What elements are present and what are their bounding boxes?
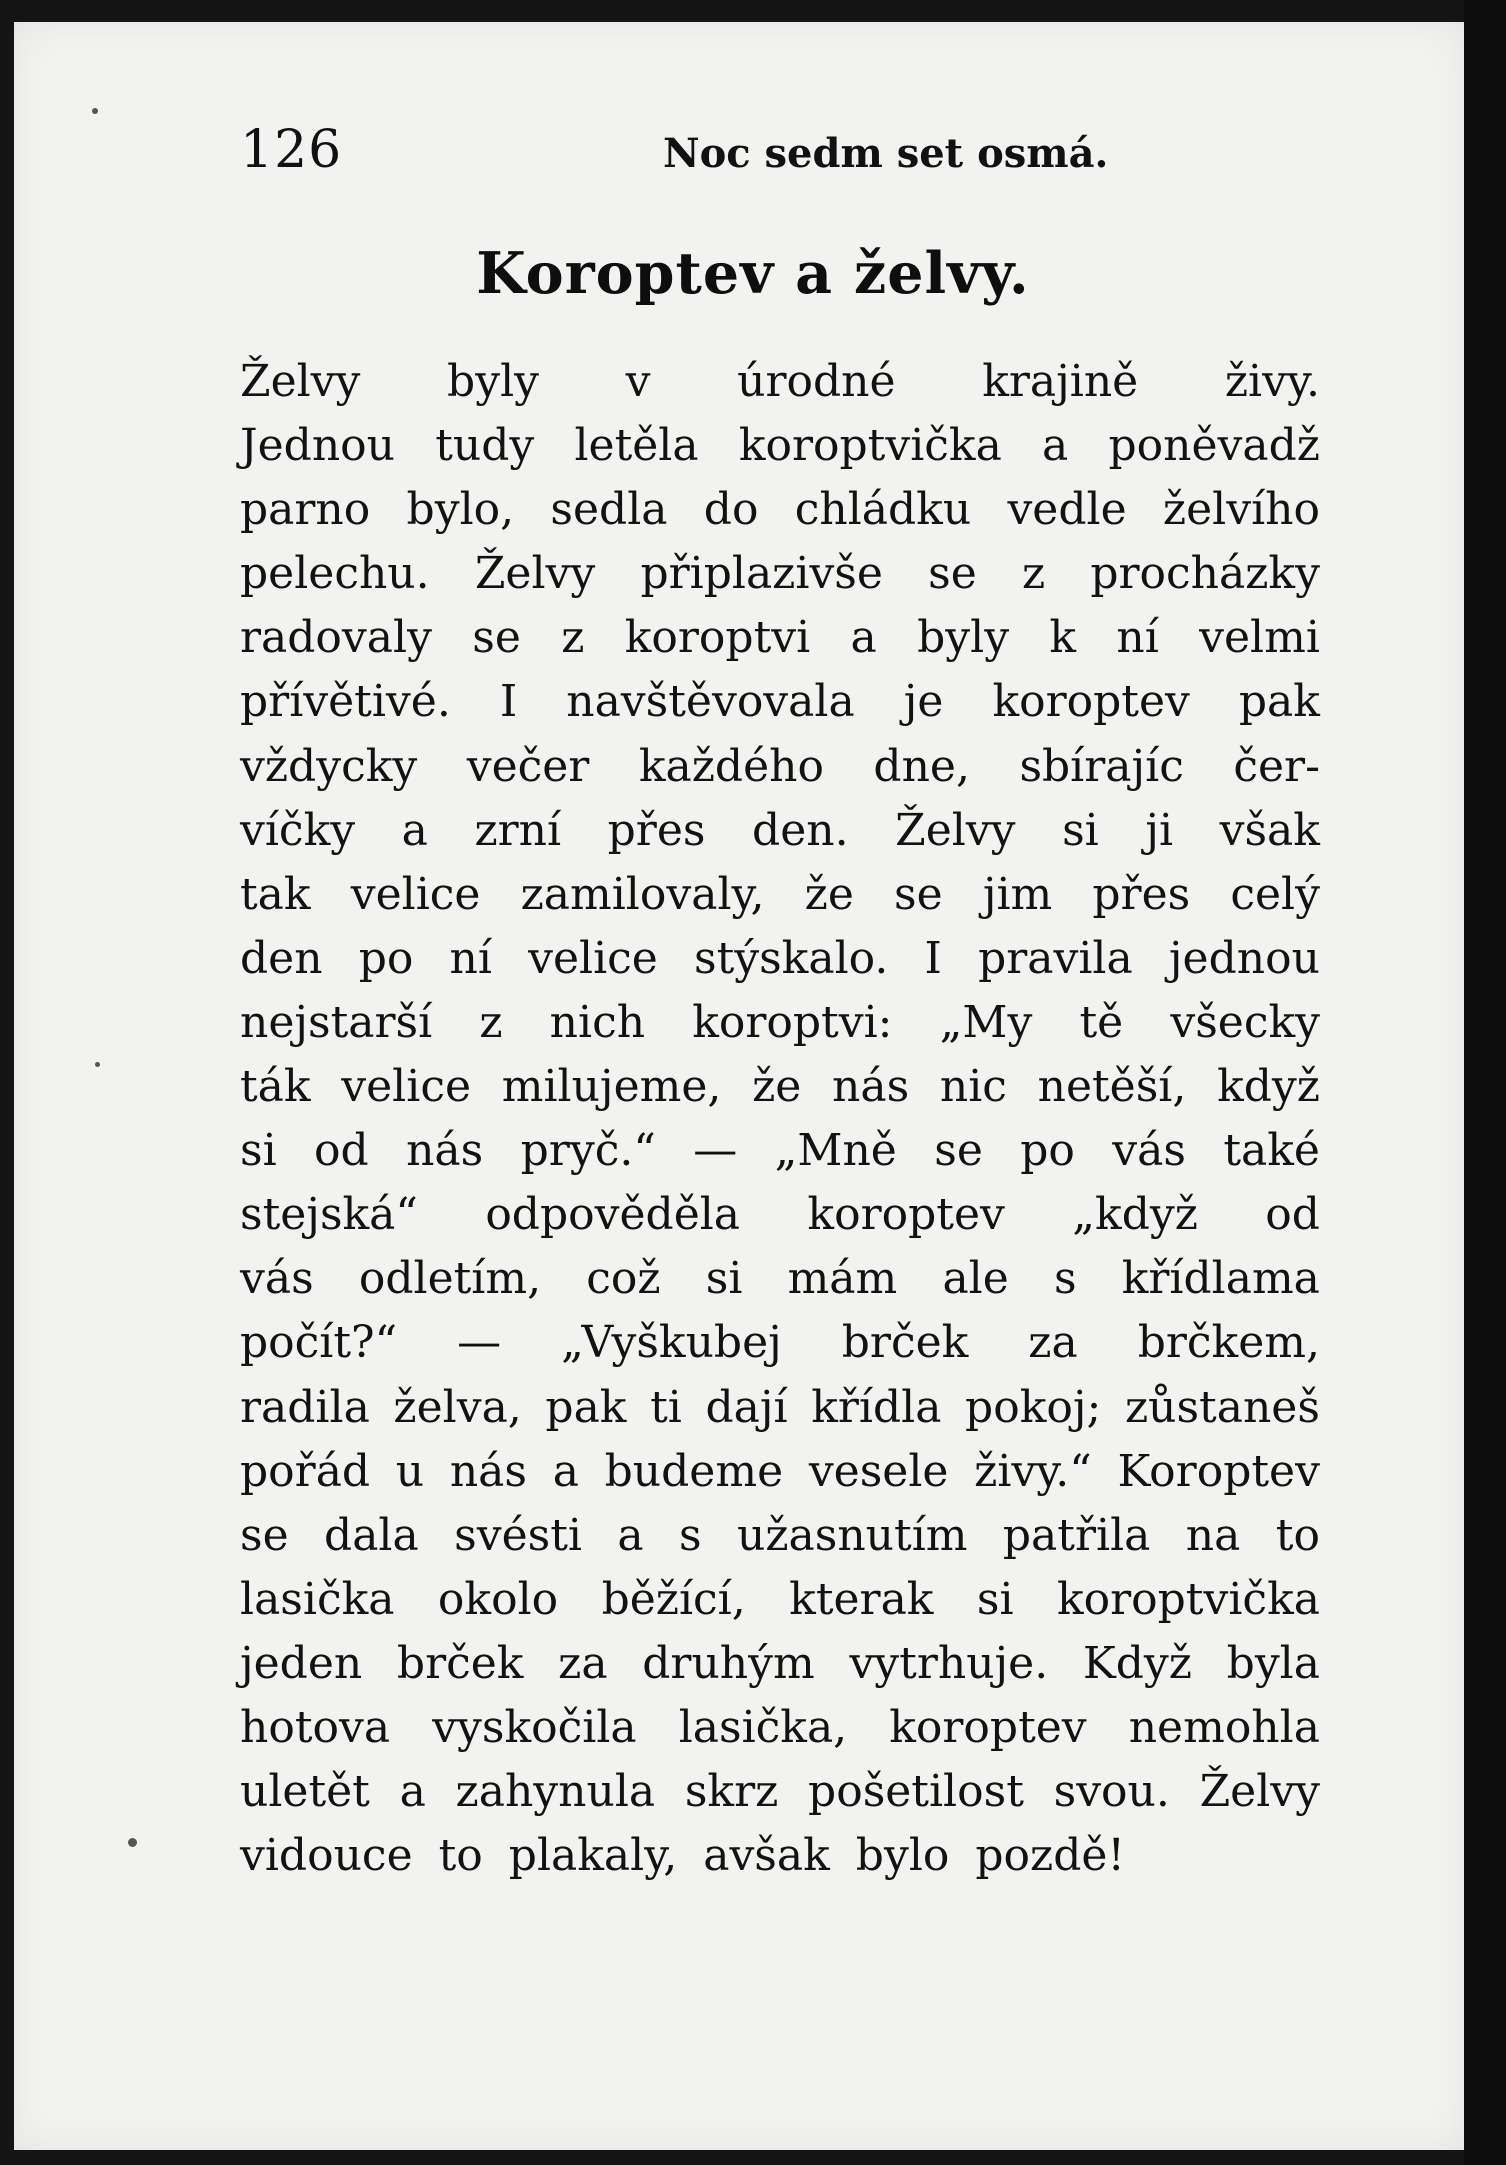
word: ták: [240, 1061, 311, 1113]
word: že: [804, 868, 854, 920]
word: po: [358, 932, 414, 984]
text-line: [240, 863, 1320, 927]
word: patřila: [1002, 1509, 1151, 1561]
word: víčky: [240, 804, 356, 856]
text-line: [240, 927, 1320, 991]
word: ji: [1145, 804, 1174, 856]
word: ní: [449, 932, 492, 984]
text-line: [240, 350, 1320, 414]
word: že: [752, 1061, 802, 1113]
paper-speck: [128, 1838, 137, 1847]
word: lasička,: [678, 1701, 848, 1753]
word: byla: [1226, 1637, 1320, 1689]
word: „Mně: [774, 1125, 897, 1177]
word: u: [395, 1445, 425, 1497]
word: I: [924, 932, 942, 984]
paper-speck: [95, 1062, 100, 1067]
word: kterak: [789, 1573, 934, 1625]
word: pošetilost: [808, 1766, 1024, 1818]
word: a: [399, 1766, 426, 1818]
word: sedla: [550, 484, 668, 536]
word: pelechu.: [240, 548, 430, 600]
word: pak: [545, 1381, 627, 1433]
word: brček: [396, 1637, 524, 1689]
word: dají: [705, 1381, 788, 1433]
word: a: [617, 1509, 644, 1561]
text-line: [240, 1376, 1320, 1440]
word: netěší,: [1037, 1061, 1187, 1113]
word: krajině: [982, 356, 1139, 407]
word: dne,: [873, 740, 970, 792]
text-line: [240, 1568, 1320, 1632]
word: druhým: [642, 1637, 815, 1689]
word: to: [1275, 1509, 1320, 1561]
word: radovaly: [240, 612, 432, 664]
word: koroptev: [889, 1701, 1087, 1753]
text-line: [240, 1760, 1320, 1824]
text-line: [240, 414, 1320, 478]
word: koroptvička: [1056, 1573, 1320, 1625]
word: vždycky: [240, 740, 418, 792]
word: koroptvi: [624, 612, 811, 664]
word: byly: [917, 612, 1010, 664]
word: pořád: [240, 1445, 371, 1497]
text-line: [240, 1504, 1320, 1568]
word: když: [1217, 1061, 1320, 1113]
word: připlazivše: [640, 548, 883, 600]
word: odpověděla: [485, 1189, 741, 1241]
word: letěla: [574, 420, 699, 472]
word: křídla: [811, 1381, 942, 1433]
word: přívětivé.: [240, 676, 451, 728]
word: s: [1053, 1253, 1077, 1305]
word: sbírajíc: [1019, 740, 1184, 792]
text-line: [240, 606, 1320, 670]
word: přes: [1092, 868, 1191, 920]
word: jim: [982, 868, 1053, 920]
word: nejstarší: [240, 996, 433, 1048]
word: tě: [1079, 996, 1124, 1048]
word: je: [903, 676, 944, 728]
word: nic: [939, 1061, 1007, 1113]
word: k: [1049, 612, 1077, 664]
word: se: [472, 612, 521, 664]
word: z: [561, 612, 585, 664]
scan-right-edge: [1464, 0, 1506, 2165]
word: koroptev: [992, 676, 1190, 728]
word: večer: [466, 740, 590, 792]
word: velice: [350, 868, 481, 920]
word: celý: [1230, 868, 1320, 920]
word: s: [679, 1509, 702, 1561]
word: jeden: [240, 1637, 363, 1689]
word: tudy: [435, 420, 535, 472]
word: ti: [650, 1381, 682, 1433]
text-line: [240, 1632, 1320, 1696]
word: I: [499, 676, 518, 728]
word: užasnutím: [737, 1509, 968, 1561]
word: bylo: [855, 1830, 950, 1882]
word: pokoj;: [965, 1381, 1102, 1433]
word: radila: [240, 1381, 370, 1433]
word: a: [401, 804, 428, 856]
word: nemohla: [1128, 1701, 1320, 1753]
word: brček: [841, 1317, 969, 1369]
word: čer-: [1233, 740, 1320, 792]
word: z: [479, 996, 503, 1048]
word: se: [934, 1125, 983, 1177]
text-line: [240, 1247, 1320, 1311]
word: koroptvi:: [692, 996, 893, 1048]
word: Koroptev: [1117, 1445, 1320, 1497]
word: také: [1223, 1125, 1320, 1177]
word: skrz: [684, 1766, 779, 1818]
word: odletím,: [358, 1253, 542, 1305]
word: velmi: [1199, 612, 1320, 664]
word: budeme: [604, 1445, 784, 1497]
word: chládku: [794, 484, 972, 536]
text-line: [240, 1440, 1320, 1504]
word: zamilovaly,: [520, 868, 765, 920]
text-line: [240, 1183, 1320, 1247]
word: každého: [638, 740, 824, 792]
word: v: [625, 356, 651, 407]
word: vás: [1112, 1125, 1186, 1177]
word: den.: [752, 804, 849, 856]
text-line: [240, 1119, 1320, 1183]
word: Želvy: [474, 548, 596, 600]
word: stýskalo.: [693, 932, 889, 984]
word: navštěvovala: [566, 676, 855, 728]
word: avšak: [703, 1830, 830, 1882]
text-line: [240, 1311, 1320, 1375]
word: nás: [406, 1125, 484, 1177]
word: vás: [240, 1253, 314, 1305]
word: po: [1020, 1125, 1075, 1177]
word: uletět: [240, 1766, 370, 1818]
word: si: [240, 1125, 277, 1177]
word: želva,: [393, 1381, 522, 1433]
word: a: [850, 612, 877, 664]
word: nich: [549, 996, 646, 1048]
running-head: [240, 120, 1320, 180]
word: zůstaneš: [1124, 1381, 1320, 1433]
paper-speck: [92, 108, 98, 114]
text-line: [240, 735, 1320, 799]
word: běžící,: [601, 1573, 746, 1625]
word: do: [703, 484, 759, 536]
word: což: [586, 1253, 661, 1305]
word: to: [438, 1830, 483, 1882]
word: pozdě!: [975, 1830, 1126, 1882]
word: byly: [447, 356, 539, 407]
word: velice: [528, 932, 658, 984]
word: Když: [1082, 1637, 1192, 1689]
word: nás: [449, 1445, 527, 1497]
word: se: [894, 868, 943, 920]
word: živy.“: [974, 1445, 1092, 1497]
word: pravila: [978, 932, 1133, 984]
word: svésti: [454, 1509, 582, 1561]
word: ní: [1116, 612, 1159, 664]
word: želvího: [1162, 484, 1320, 536]
word: procházky: [1090, 548, 1320, 600]
word: pak: [1238, 676, 1320, 728]
word: —: [693, 1125, 738, 1177]
word: Želvy: [895, 804, 1016, 856]
word: plakaly,: [508, 1830, 678, 1882]
word: zahynula: [455, 1766, 656, 1818]
word: nás: [832, 1061, 910, 1113]
word: „My: [939, 996, 1033, 1048]
word: pryč.“: [520, 1125, 656, 1177]
word: koroptev: [807, 1189, 1005, 1241]
word: se: [928, 548, 977, 600]
word: si: [705, 1253, 743, 1305]
text-line: [240, 1824, 1320, 1888]
word: živy.: [1224, 356, 1320, 407]
word: se: [240, 1509, 289, 1561]
word: přes: [607, 804, 706, 856]
word: brčkem,: [1137, 1317, 1320, 1369]
page-number: 126: [240, 120, 343, 180]
word: —: [457, 1317, 502, 1369]
text-line: [240, 478, 1320, 542]
word: hotova: [240, 1701, 391, 1753]
word: a: [552, 1445, 579, 1497]
word: počít?“: [240, 1317, 398, 1369]
text-line: [240, 1696, 1320, 1760]
word: svou.: [1053, 1766, 1170, 1818]
text-line: [240, 670, 1320, 734]
word: parno: [240, 484, 371, 536]
word: však: [1219, 804, 1320, 856]
word: od: [1265, 1189, 1320, 1241]
word: koroptvička: [738, 420, 1002, 472]
word: za: [1028, 1317, 1078, 1369]
word: a: [1042, 420, 1069, 472]
text-line: [240, 991, 1320, 1055]
story-body: [240, 350, 1320, 1888]
word: si: [976, 1573, 1014, 1625]
word: si: [1062, 804, 1099, 856]
word: Želvy: [240, 356, 361, 407]
word: vyskočila: [432, 1701, 637, 1753]
word: „Vyškubej: [561, 1317, 782, 1369]
running-title: Noc sedm set osmá.: [663, 130, 1109, 177]
word: lasička: [240, 1573, 395, 1625]
word: vytrhuje.: [849, 1637, 1049, 1689]
story-title: Koroptev a želvy.: [476, 240, 1030, 307]
word: vidouce: [240, 1830, 413, 1882]
word: úrodné: [737, 356, 896, 407]
word: bylo,: [406, 484, 515, 536]
word: stejská“: [240, 1189, 418, 1241]
word: křídlama: [1121, 1253, 1320, 1305]
word: den: [240, 932, 323, 984]
word: všecky: [1170, 996, 1320, 1048]
word: Jednou: [240, 420, 396, 472]
word: mám: [787, 1253, 898, 1305]
word: vedle: [1007, 484, 1127, 536]
text-line: [240, 799, 1320, 863]
word: okolo: [437, 1573, 559, 1625]
word: „když: [1072, 1189, 1198, 1241]
word: za: [558, 1637, 608, 1689]
word: tak: [240, 868, 311, 920]
word: na: [1185, 1509, 1241, 1561]
word: zrní: [474, 804, 562, 856]
word: velice: [341, 1061, 472, 1113]
word: dala: [324, 1509, 419, 1561]
text-line: [240, 1055, 1320, 1119]
word: z: [1021, 548, 1046, 600]
word: vesele: [808, 1445, 949, 1497]
word: od: [314, 1125, 369, 1177]
word: jednou: [1168, 932, 1320, 984]
word: poněvadž: [1108, 420, 1320, 472]
word: Želvy: [1199, 1766, 1320, 1818]
word: ale: [942, 1253, 1009, 1305]
text-line: [240, 542, 1320, 606]
word: milujeme,: [501, 1061, 722, 1113]
